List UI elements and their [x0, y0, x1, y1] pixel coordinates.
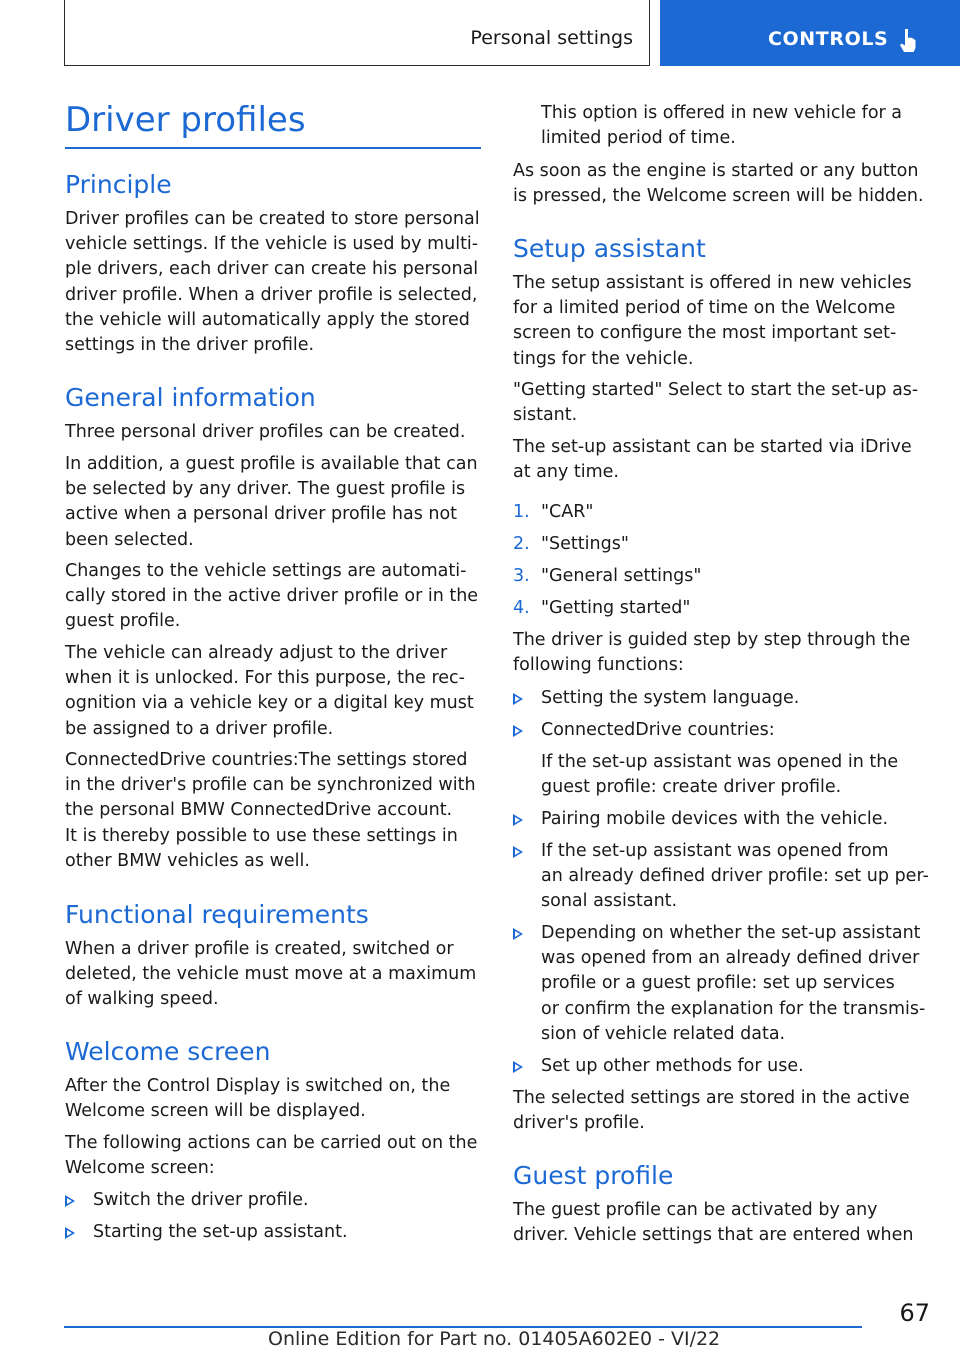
text-line: ConnectedDrive countries:The settings stored: [65, 750, 468, 770]
text-line: Pairing mobile devices with the vehicle.: [541, 809, 889, 829]
text-line: or confirm the explanation for the transmis-: [541, 998, 926, 1019]
bullet-triangle-icon: [513, 725, 523, 737]
welcome-paragraph-1: [65, 1074, 450, 1124]
text-line: sonal assistant.: [541, 891, 678, 912]
text-line: the personal BMW ConnectedDrive account.: [65, 800, 453, 821]
text-line: After the Control Display is switched on, the: [65, 1076, 451, 1096]
text-line: settings in the driver profile.: [65, 335, 315, 356]
text-line: The vehicle can already adjust to the driver: [65, 643, 448, 663]
text-line: "Getting started" Select to start the set-up as-: [513, 380, 919, 400]
welcome-offer-note: [541, 101, 902, 151]
guest-profile-text: [513, 1198, 913, 1248]
title-rule: [65, 147, 481, 149]
general-paragraph-4: [65, 641, 474, 742]
text-line: Three personal driver profiles can be created.: [65, 422, 466, 442]
bullet-triangle-icon: [65, 1195, 75, 1207]
text-line: The driver is guided step by step through the: [513, 630, 911, 650]
text-line: driver profile. When a driver profile is selected,: [65, 284, 478, 305]
text-line: the vehicle will automatically apply the stored: [65, 309, 470, 330]
text-line: ple drivers, each driver can create his personal: [65, 259, 479, 280]
heading-principle: Principle: [65, 170, 172, 199]
text-line: Depending on whether the set-up assistant: [541, 923, 921, 943]
general-paragraph-3: [65, 559, 478, 635]
bullet-triangle-icon: [513, 846, 523, 858]
bullet-triangle-icon: [513, 693, 523, 705]
chapter-tab-label: CONTROLS: [768, 28, 889, 50]
text-line: Setting the system language.: [541, 688, 800, 708]
text-line: was opened from an already defined driver: [541, 948, 920, 969]
text-line: sion of vehicle related data.: [541, 1023, 786, 1044]
text-line: vehicle settings. If the vehicle is used by multi-: [65, 234, 479, 255]
text-line: ognition via a vehicle key or a digital key must: [65, 693, 474, 714]
text-line: ConnectedDrive countries:: [541, 720, 775, 740]
page-number: 67: [899, 1299, 930, 1327]
general-paragraph-2: [65, 452, 478, 553]
list-item: 1. "CAR": [513, 502, 594, 522]
welcome-paragraph-2: [65, 1131, 477, 1181]
bullet-triangle-icon: [65, 1227, 75, 1239]
text-line: When a driver profile is created, switched or: [65, 939, 454, 959]
welcome-hide-text: [513, 159, 924, 209]
heading-setup-assistant: Setup assistant: [513, 234, 706, 263]
connecteddrive-sub-note: [541, 750, 898, 800]
text-line: The selected settings are stored in the active: [513, 1088, 910, 1108]
text-line: is pressed, the Welcome screen will be hidden.: [513, 186, 924, 207]
setup-paragraph-1: [513, 271, 912, 372]
text-line: other BMW vehicles as well.: [65, 850, 310, 871]
text-line: driver's profile.: [513, 1113, 645, 1134]
list-item: [513, 921, 933, 1047]
text-line: The setup assistant is offered in new vehicles: [513, 273, 912, 293]
heading-functional-requirements: Functional requirements: [65, 900, 369, 929]
text-line: It is thereby possible to use these settings in: [65, 825, 458, 846]
edition-footer: Online Edition for Part no. 01405A602E0 - VI/22: [268, 1328, 721, 1350]
page-title: Driver profiles: [65, 100, 306, 140]
text-line: Set up other methods for use.: [541, 1056, 804, 1076]
text-line: Driver profiles can be created to store personal: [65, 209, 480, 229]
text-line: guest profile: create driver profile.: [541, 777, 842, 798]
bullet-triangle-icon: [513, 1061, 523, 1073]
text-line: in the driver's profile can be synchronized with: [65, 775, 476, 796]
list-item: [513, 807, 933, 833]
setup-paragraph-5: [513, 1086, 910, 1136]
setup-paragraph-3: [513, 435, 912, 485]
text-line: If the set-up assistant was opened in the: [541, 752, 899, 772]
list-item: [513, 718, 933, 744]
text-line: The guest profile can be activated by any: [513, 1200, 878, 1220]
text-line: profile or a guest profile: set up services: [541, 973, 895, 994]
list-item: 4. "Getting started": [513, 598, 691, 618]
text-line: Welcome screen will be displayed.: [65, 1101, 366, 1122]
text-line: The set-up assistant can be started via iDrive: [513, 437, 912, 457]
text-line: following functions:: [513, 655, 684, 676]
text-line: limited period of time.: [541, 128, 736, 149]
text-line: when it is unlocked. For this purpose, the rec-: [65, 668, 465, 689]
text-line: This option is offered in new vehicle for a: [541, 103, 903, 123]
text-line: tings for the vehicle.: [513, 348, 694, 369]
text-line: an already defined driver profile: set up per-: [541, 866, 929, 887]
setup-paragraph-4: [513, 628, 910, 678]
bullet-triangle-icon: [513, 928, 523, 940]
text-line: Changes to the vehicle settings are automati-: [65, 561, 467, 581]
heading-guest-profile: Guest profile: [513, 1161, 674, 1190]
text-line: deleted, the vehicle must move at a maximum: [65, 964, 477, 985]
text-line: for a limited period of time on the Welcome: [513, 298, 896, 319]
text-line: Welcome screen:: [65, 1158, 215, 1179]
list-item: Switch the driver profile.: [65, 1188, 481, 1214]
general-paragraph-1: [65, 420, 465, 445]
text-line: be selected by any driver. The guest profile is: [65, 479, 466, 500]
functional-text: [65, 937, 476, 1013]
header-section-box: [64, 0, 650, 66]
list-item: Starting the set-up assistant.: [65, 1220, 481, 1246]
text-line: screen to configure the most important set-: [513, 323, 897, 344]
text-line: active when a personal driver profile has not: [65, 504, 458, 525]
text-line: been selected.: [65, 529, 194, 550]
text-line: The following actions can be carried out on the: [65, 1133, 478, 1153]
text-line: of walking speed.: [65, 989, 219, 1010]
text-line: As soon as the engine is started or any button: [513, 161, 919, 181]
list-item: [513, 686, 933, 712]
list-item: 3. "General settings": [513, 566, 702, 586]
bullet-triangle-icon: [513, 814, 523, 826]
text-line: driver. Vehicle settings that are entered when: [513, 1225, 914, 1246]
list-item: [513, 1054, 933, 1080]
text-line: at any time.: [513, 462, 619, 483]
text-line: guest profile.: [65, 611, 181, 632]
heading-general-information: General information: [65, 383, 316, 412]
heading-welcome-screen: Welcome screen: [65, 1037, 271, 1066]
section-label: Personal settings: [470, 27, 633, 49]
chapter-tab[interactable]: [660, 0, 960, 66]
list-item: [513, 839, 933, 915]
text-line: In addition, a guest profile is available that can: [65, 454, 478, 474]
text-line: be assigned to a driver profile.: [65, 718, 334, 739]
principle-text: [65, 207, 480, 358]
text-line: sistant.: [513, 405, 578, 426]
general-paragraph-5: [65, 748, 476, 874]
touch-hand-icon: [898, 27, 918, 53]
text-line: If the set-up assistant was opened from: [541, 841, 889, 861]
text-line: cally stored in the active driver profile or in the: [65, 586, 479, 607]
list-item: 2. "Settings": [513, 534, 629, 554]
setup-paragraph-2: [513, 378, 918, 428]
